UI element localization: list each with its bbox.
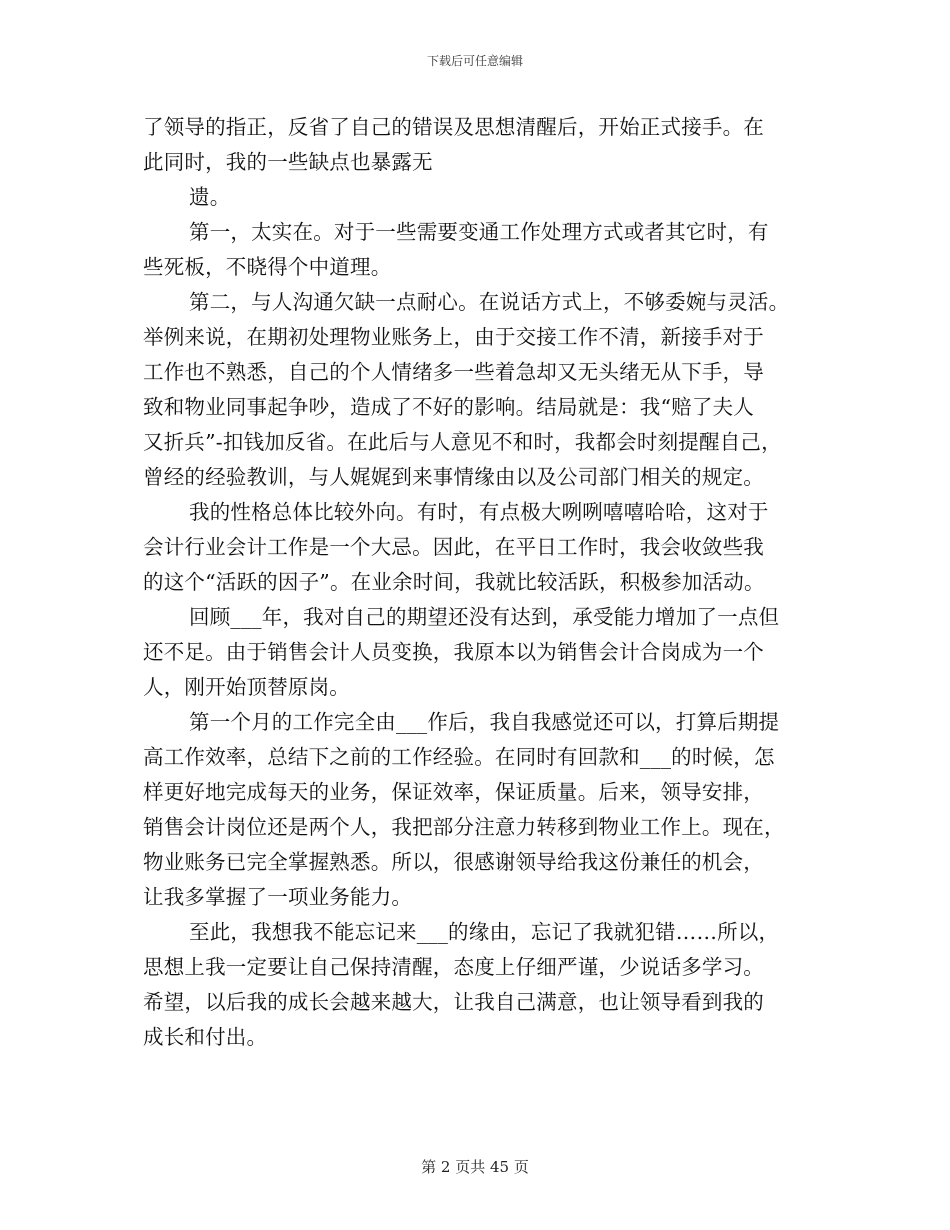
text-line: 回顾___年，我对自己的期望还没有达到，承受能力增加了一点但 (189, 605, 780, 629)
text-line: 又折兵”-扣钱加反省。在此后与人意见不和时，我都会时刻提醒自己， (143, 430, 782, 454)
text-line: 工作也不熟悉，自己的个人情绪多一些着急却又无头绪无从下手，导 (143, 360, 764, 384)
text-line: 成长和付出。 (143, 1025, 268, 1049)
text-line: 销售会计岗位还是两个人，我把部分注意力转移到物业工作上。现在， (143, 815, 785, 839)
text-line: 样更好地完成每天的业务，保证效率，保证质量。后来，领导安排， (143, 780, 764, 804)
text-line: 希望，以后我的成长会越来越大，让我自己满意，也让领导看到我的 (143, 990, 764, 1014)
text-line: 我的性格总体比较外向。有时，有点极大咧咧嘻嘻哈哈，这对于 (189, 500, 769, 524)
text-line: 致和物业同事起争吵，造成了不好的影响。结局就是：我“赔了夫人 (143, 395, 754, 419)
text-line: 些死板，不晓得个中道理。 (143, 255, 392, 279)
text-line: 第一个月的工作完全由___作后，我自我感觉还可以，打算后期提 (189, 710, 780, 734)
text-line: 至此，我想我不能忘记来___的缘由，忘记了我就犯错……所以， (189, 920, 780, 944)
page-footer: 第 2 页共 45 页 (421, 1158, 529, 1176)
page-header: 下载后可任意编辑 (426, 54, 523, 68)
text-line: 第一，太实在。对于一些需要变通工作处理方式或者其它时，有 (189, 220, 769, 244)
document-body (143, 110, 823, 1055)
text-line: 物业账务已完全掌握熟悉。所以，很感谢领导给我这份兼任的机会， (143, 850, 764, 874)
text-line: 让我多掌握了一项业务能力。 (143, 885, 413, 909)
text-line: 会计行业会计工作是一个大忌。因此，在平日工作时，我会收敛些我 (143, 535, 764, 559)
text-line: 第二，与人沟通欠缺一点耐心。在说话方式上，不够委婉与灵活。 (189, 290, 790, 314)
text-line: 了领导的指正，反省了自己的错误及思想清醒后，开始正式接手。在 (143, 115, 764, 139)
text-line: 人，刚开始顶替原岗。 (143, 675, 350, 699)
text-line: 遗。 (189, 185, 231, 209)
text-line: 还不足。由于销售会计人员变换，我原本以为销售会计合岗成为一个 (143, 640, 764, 664)
text-line: 曾经的经验教训，与人娓娓到来事情缘由以及公司部门相关的规定。 (143, 465, 764, 489)
text-line: 思想上我一定要让自己保持清醒，态度上仔细严谨，少说话多学习。 (143, 955, 764, 979)
text-line: 高工作效率，总结下之前的工作经验。在同时有回款和___的时候，怎 (143, 745, 775, 769)
text-line: 举例来说，在期初处理物业账务上，由于交接工作不清，新接手对于 (143, 325, 764, 349)
text-line: 的这个“活跃的因子”。在业余时间，我就比较活跃，积极参加活动。 (143, 570, 765, 594)
text-line: 此同时，我的一些缺点也暴露无 (143, 150, 433, 174)
